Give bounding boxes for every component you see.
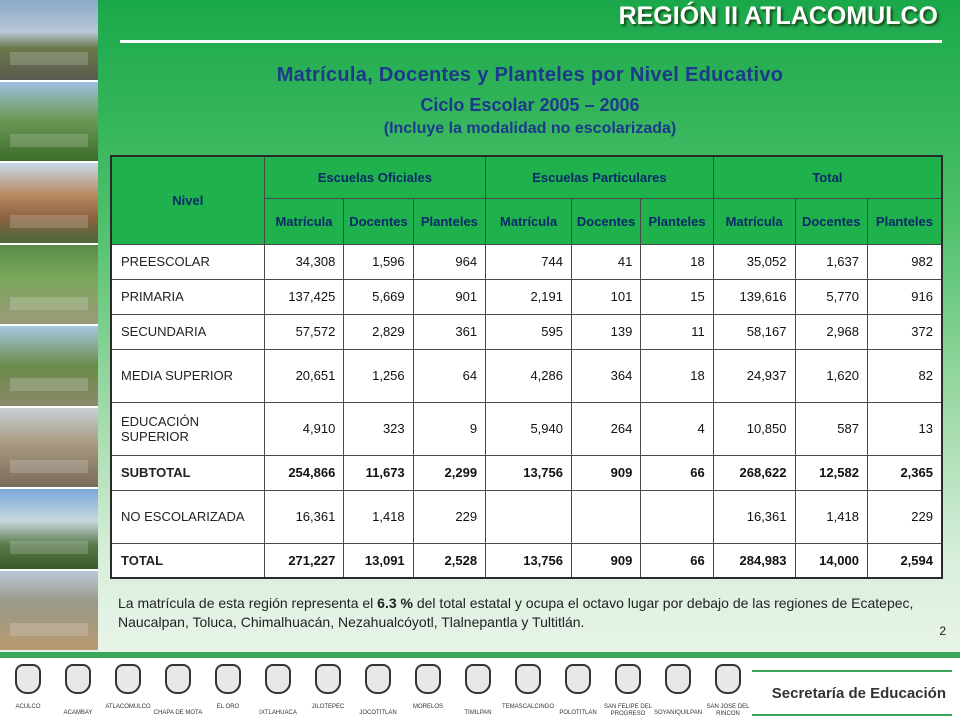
municipio-name: TEMASCALCINGO bbox=[501, 704, 554, 710]
table-cell: 982 bbox=[867, 244, 942, 279]
subheader-cell: Matrícula bbox=[713, 198, 795, 244]
table-cell: 964 bbox=[413, 244, 485, 279]
table-cell: 2,829 bbox=[344, 314, 413, 349]
table-cell: 14,000 bbox=[795, 543, 867, 578]
table-cell: 139 bbox=[571, 314, 640, 349]
subheader-cell: Planteles bbox=[641, 198, 713, 244]
table-cell: 10,850 bbox=[713, 402, 795, 455]
table-cell: 1,418 bbox=[795, 490, 867, 543]
page-subtitle: Ciclo Escolar 2005 – 2006 bbox=[420, 95, 640, 115]
municipio-logo bbox=[501, 664, 554, 710]
municipio-glyph-icon bbox=[665, 664, 691, 694]
table-cell: 4 bbox=[641, 402, 713, 455]
municipio-name: IXTLAHUACA bbox=[259, 710, 297, 716]
subheader-cell: Matrícula bbox=[264, 198, 344, 244]
table-cell: 16,361 bbox=[713, 490, 795, 543]
table-row bbox=[111, 314, 942, 349]
row-label: PRIMARIA bbox=[111, 279, 264, 314]
photo-road bbox=[0, 0, 98, 80]
table-cell: 744 bbox=[486, 244, 572, 279]
subheader-cell: Planteles bbox=[413, 198, 485, 244]
table-cell: 13,091 bbox=[344, 543, 413, 578]
municipio-logos bbox=[4, 664, 754, 720]
municipio-name: MORELOS bbox=[412, 704, 443, 710]
subheader-cell: Docentes bbox=[344, 198, 413, 244]
table-cell: 254,866 bbox=[264, 455, 344, 490]
subheader-cell: Matrícula bbox=[486, 198, 572, 244]
municipio-glyph-icon bbox=[115, 664, 141, 694]
table-cell: 20,651 bbox=[264, 349, 344, 402]
table-cell bbox=[571, 490, 640, 543]
municipio-glyph-icon bbox=[65, 664, 91, 694]
municipio-name: SAN FELIPE DEL PROGRESO bbox=[603, 704, 653, 717]
title-divider bbox=[120, 40, 942, 43]
table-cell: 2,191 bbox=[486, 279, 572, 314]
table-row bbox=[111, 244, 942, 279]
municipio-glyph-icon bbox=[615, 664, 641, 694]
table-cell: 13,756 bbox=[486, 543, 572, 578]
table-cell: 66 bbox=[641, 455, 713, 490]
row-label: SECUNDARIA bbox=[111, 314, 264, 349]
table-cell: 372 bbox=[867, 314, 942, 349]
table-cell bbox=[486, 490, 572, 543]
table-cell: 229 bbox=[867, 490, 942, 543]
table-cell: 268,622 bbox=[713, 455, 795, 490]
header-group-total: Total bbox=[713, 156, 942, 198]
page-note: (Incluye la modalidad no escolarizada) bbox=[383, 120, 677, 137]
subheader-cell: Docentes bbox=[571, 198, 640, 244]
photo-landscape bbox=[0, 571, 98, 651]
table-cell: 229 bbox=[413, 490, 485, 543]
table-cell bbox=[641, 490, 713, 543]
subheader-cell: Planteles bbox=[867, 198, 942, 244]
table-cell: 1,620 bbox=[795, 349, 867, 402]
table-cell: 34,308 bbox=[264, 244, 344, 279]
photo-tree bbox=[0, 489, 98, 569]
table-cell: 5,770 bbox=[795, 279, 867, 314]
municipio-logo bbox=[304, 664, 352, 710]
municipio-name: EL ORO bbox=[216, 704, 240, 710]
municipio-logo bbox=[354, 664, 402, 716]
table-cell: 18 bbox=[641, 349, 713, 402]
municipio-logo bbox=[4, 664, 52, 710]
municipio-glyph-icon bbox=[265, 664, 291, 694]
table-cell: 595 bbox=[486, 314, 572, 349]
photo-arch bbox=[0, 82, 98, 162]
table-cell: 1,256 bbox=[344, 349, 413, 402]
municipio-name: CHAPA DE MOTA bbox=[153, 710, 203, 716]
table-cell: 101 bbox=[571, 279, 640, 314]
table-cell: 1,637 bbox=[795, 244, 867, 279]
table-cell: 5,669 bbox=[344, 279, 413, 314]
municipio-logo bbox=[104, 664, 152, 710]
table-cell: 1,418 bbox=[344, 490, 413, 543]
header-group-oficiales: Escuelas Oficiales bbox=[264, 156, 485, 198]
table-cell: 361 bbox=[413, 314, 485, 349]
table-row bbox=[111, 349, 942, 402]
table-cell: 11 bbox=[641, 314, 713, 349]
municipio-logo bbox=[54, 664, 102, 716]
municipio-name: JILOTEPEC bbox=[311, 704, 345, 710]
region-title: REGIÓN II ATLACOMULCO bbox=[618, 2, 938, 30]
municipio-glyph-icon bbox=[465, 664, 491, 694]
row-label: EDUCACIÓN SUPERIOR bbox=[111, 402, 264, 455]
municipio-name: ACAMBAY bbox=[63, 710, 93, 716]
table-cell: 58,167 bbox=[713, 314, 795, 349]
table-cell: 323 bbox=[344, 402, 413, 455]
row-label: TOTAL bbox=[111, 543, 264, 578]
table-row bbox=[111, 279, 942, 314]
table-row bbox=[111, 543, 942, 578]
table-cell: 271,227 bbox=[264, 543, 344, 578]
table-cell: 264 bbox=[571, 402, 640, 455]
municipio-glyph-icon bbox=[365, 664, 391, 694]
table-cell: 9 bbox=[413, 402, 485, 455]
municipio-logo bbox=[204, 664, 252, 710]
table-row bbox=[111, 490, 942, 543]
table-row bbox=[111, 402, 942, 455]
municipio-name: TIMILPAN bbox=[464, 710, 492, 716]
table-cell: 909 bbox=[571, 455, 640, 490]
municipio-name: ACULCO bbox=[15, 704, 41, 710]
table-cell: 1,596 bbox=[344, 244, 413, 279]
footnote bbox=[118, 594, 938, 632]
table-cell: 11,673 bbox=[344, 455, 413, 490]
photo-church bbox=[0, 163, 98, 243]
table-cell: 13 bbox=[867, 402, 942, 455]
municipio-logo bbox=[704, 664, 752, 717]
table-cell: 12,582 bbox=[795, 455, 867, 490]
table-cell: 15 bbox=[641, 279, 713, 314]
row-label: PREESCOLAR bbox=[111, 244, 264, 279]
header-group-particulares: Escuelas Particulares bbox=[486, 156, 714, 198]
footnote-prefix: La matrícula de esta región representa el bbox=[118, 595, 378, 611]
municipio-logo bbox=[454, 664, 502, 716]
municipio-glyph-icon bbox=[15, 664, 41, 694]
municipio-logo bbox=[653, 664, 703, 716]
municipio-logo bbox=[603, 664, 653, 717]
table-cell: 41 bbox=[571, 244, 640, 279]
table-cell: 587 bbox=[795, 402, 867, 455]
photo-town bbox=[0, 408, 98, 488]
municipio-name: POLOTITLAN bbox=[559, 710, 597, 716]
footer-bar bbox=[0, 652, 960, 720]
photo-kiosk bbox=[0, 326, 98, 406]
table-cell: 284,983 bbox=[713, 543, 795, 578]
municipio-logo bbox=[254, 664, 302, 716]
table-cell: 4,910 bbox=[264, 402, 344, 455]
municipio-name: SAN JOSE DEL RINCON bbox=[706, 704, 750, 717]
subheader-cell: Docentes bbox=[795, 198, 867, 244]
municipio-glyph-icon bbox=[565, 664, 591, 694]
table-cell: 364 bbox=[571, 349, 640, 402]
table-cell: 18 bbox=[641, 244, 713, 279]
municipio-glyph-icon bbox=[165, 664, 191, 694]
table-cell: 2,528 bbox=[413, 543, 485, 578]
page-title: Matrícula, Docentes y Planteles por Nivel Educativo bbox=[276, 64, 784, 86]
table-cell: 2,365 bbox=[867, 455, 942, 490]
secretaria-label: Secretaría de Educación bbox=[752, 670, 952, 716]
municipio-logo bbox=[554, 664, 602, 716]
table-row bbox=[111, 455, 942, 490]
photo-park bbox=[0, 245, 98, 325]
table-cell: 916 bbox=[867, 279, 942, 314]
table-cell: 35,052 bbox=[713, 244, 795, 279]
table-cell: 139,616 bbox=[713, 279, 795, 314]
table-cell: 909 bbox=[571, 543, 640, 578]
table-cell: 2,968 bbox=[795, 314, 867, 349]
table-cell: 13,756 bbox=[486, 455, 572, 490]
row-label: SUBTOTAL bbox=[111, 455, 264, 490]
page-number: 2 bbox=[939, 624, 946, 638]
footnote-suffix: del total estatal y ocupa el octavo lugar por debajo de las regiones de Ecatepec, Naucalpan, Toluca, Chimalhuacán, Nezahualcóyotl, Tlalnepantla y Tultitlán. bbox=[118, 595, 914, 630]
table-cell: 137,425 bbox=[264, 279, 344, 314]
table-cell: 64 bbox=[413, 349, 485, 402]
table-cell: 66 bbox=[641, 543, 713, 578]
table-cell: 2,594 bbox=[867, 543, 942, 578]
photo-strip bbox=[0, 0, 98, 650]
municipio-logo bbox=[153, 664, 203, 716]
row-label: NO ESCOLARIZADA bbox=[111, 490, 264, 543]
table-cell: 57,572 bbox=[264, 314, 344, 349]
footnote-percent: 6.3 % bbox=[377, 595, 413, 611]
municipio-logo bbox=[404, 664, 452, 710]
table-cell: 5,940 bbox=[486, 402, 572, 455]
municipio-glyph-icon bbox=[415, 664, 441, 694]
municipio-name: SOYANIQUILPAN bbox=[653, 710, 703, 716]
table-cell: 24,937 bbox=[713, 349, 795, 402]
table-cell: 2,299 bbox=[413, 455, 485, 490]
table-cell: 16,361 bbox=[264, 490, 344, 543]
municipio-glyph-icon bbox=[715, 664, 741, 694]
table-cell: 82 bbox=[867, 349, 942, 402]
row-label: MEDIA SUPERIOR bbox=[111, 349, 264, 402]
municipio-glyph-icon bbox=[515, 664, 541, 694]
municipio-name: ATLACOMULCO bbox=[105, 704, 151, 710]
enrollment-table bbox=[110, 155, 943, 579]
header-nivel: Nivel bbox=[111, 156, 264, 244]
municipio-glyph-icon bbox=[315, 664, 341, 694]
municipio-name: JOCOTITLAN bbox=[359, 710, 397, 716]
municipio-glyph-icon bbox=[215, 664, 241, 694]
table-cell: 4,286 bbox=[486, 349, 572, 402]
table-cell: 901 bbox=[413, 279, 485, 314]
